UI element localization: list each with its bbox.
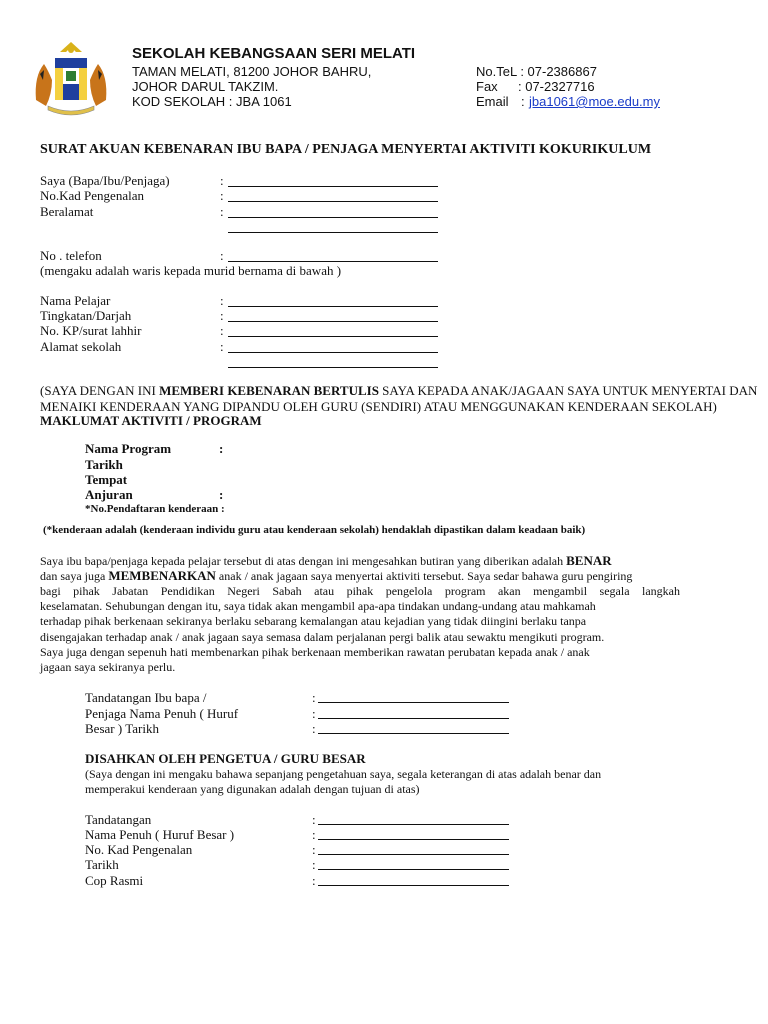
school-code: KOD SEKOLAH : JBA 1061 <box>132 94 292 109</box>
consent-line-2: MENAIKI KENDERAAN YANG DIPANDU OLEH GURU (SENDIRI) ATAU MENGGUNAKAN KENDERAAN SEKOLAH) <box>40 399 717 414</box>
school-name: SEKOLAH KEBANGSAAN SERI MELATI <box>132 45 416 62</box>
program-date-label: Tarikh <box>85 457 123 472</box>
parent-address-field-2[interactable] <box>228 232 438 233</box>
principal-date-label: Tarikh <box>85 857 119 872</box>
declaration-membenarkan: MEMBENARKAN <box>108 568 216 583</box>
official-stamp-label: Cop Rasmi <box>85 873 144 888</box>
principal-ic-field[interactable] <box>318 854 509 855</box>
principal-signature-field[interactable] <box>318 824 509 825</box>
parent-phone-field[interactable] <box>228 261 438 262</box>
student-class-field[interactable] <box>228 321 438 322</box>
principal-name-label: Nama Penuh ( Huruf Besar ) <box>85 827 235 842</box>
parent-fullname-field[interactable] <box>318 718 509 719</box>
fax-number: : 07-2327716 <box>518 79 595 94</box>
parent-date-field[interactable] <box>318 733 509 734</box>
address-line-1: TAMAN MELATI, 81200 JOHOR BAHRU, <box>132 64 372 79</box>
parent-address-field[interactable] <box>228 217 438 218</box>
consent-text-bold: MEMBERI KEBENARAN BERTULIS <box>159 383 379 398</box>
verification-text-2: memperakui kenderaan yang digunakan adalah dengan tujuan di atas) <box>85 782 420 796</box>
parent-name-field[interactable] <box>228 186 438 187</box>
declaration-line-1 <box>40 553 612 569</box>
parent-phone-colon: : <box>220 248 224 263</box>
declaration-text-2: dan saya juga <box>40 569 109 583</box>
program-section-title: MAKLUMAT AKTIVITI / PROGRAM <box>40 413 262 428</box>
vehicle-registration-label: *No.Pendaftaran kenderaan : <box>85 503 225 515</box>
student-class-colon: : <box>220 308 224 323</box>
principal-ic-label: No. Kad Pengenalan <box>85 842 193 857</box>
program-organizer-colon: : <box>219 487 224 502</box>
parent-signature-colon-1: : <box>312 690 316 705</box>
fax-label: Fax <box>476 79 498 94</box>
email-colon: : <box>521 94 525 109</box>
parent-name-label: Saya (Bapa/Ibu/Penjaga) <box>40 173 170 188</box>
declaration-line-3: bagi pihak Jabatan Pendidikan Negeri Sabah atau pihak pengelola program akan mengambil segala langkah <box>40 584 680 598</box>
parent-signature-label-2: Penjaga Nama Penuh ( Huruf <box>85 706 239 721</box>
declaration-line-4: keselamatan. Sehubungan dengan itu, saya tidak akan mengambil apa-apa tindakan undang-undang atau mahkamah <box>40 599 596 613</box>
student-name-colon: : <box>220 293 224 308</box>
declaration-line-2 <box>40 568 632 584</box>
parent-signature-colon-3: : <box>312 721 316 736</box>
student-name-field[interactable] <box>228 306 438 307</box>
parent-signature-colon-2: : <box>312 706 316 721</box>
student-name-label: Nama Pelajar <box>40 293 111 308</box>
parent-ic-label: No.Kad Pengenalan <box>40 188 144 203</box>
student-kp-colon: : <box>220 323 224 338</box>
student-kp-label: No. KP/surat lahhir <box>40 323 142 338</box>
official-stamp-field[interactable] <box>318 885 509 886</box>
principal-ic-colon: : <box>312 842 316 857</box>
verification-title: DISAHKAN OLEH PENGETUA / GURU BESAR <box>85 751 366 766</box>
principal-name-field[interactable] <box>318 839 509 840</box>
parent-address-colon: : <box>220 204 224 219</box>
declaration-text-2b: anak / anak jagaan saya menyertai aktiviti tersebut. Saya sedar bahawa guru pengiring <box>215 569 633 583</box>
student-class-label: Tingkatan/Darjah <box>40 308 132 323</box>
consent-text-a: (SAYA DENGAN INI <box>40 383 160 398</box>
email-link[interactable]: jba1061@moe.edu.my <box>529 94 660 109</box>
parent-ic-field[interactable] <box>228 201 438 202</box>
principal-date-colon: : <box>312 857 316 872</box>
parent-name-colon: : <box>220 173 224 188</box>
parent-signature-label-3: Besar ) Tarikh <box>85 721 159 736</box>
parent-phone-label: No . telefon <box>40 248 102 263</box>
declaration-line-6: disengajakan terhadap anak / anak jagaan saya semasa dalam perjalanan pergi balik atau sewaktu mengikuti program. <box>40 630 605 644</box>
program-place-label: Tempat <box>85 472 128 487</box>
parent-address-label: Beralamat <box>40 204 94 219</box>
program-name-colon: : <box>219 441 224 456</box>
declaration-line-8: jagaan saya sekiranya perlu. <box>40 660 176 674</box>
official-stamp-colon: : <box>312 873 316 888</box>
principal-signature-colon: : <box>312 812 316 827</box>
declaration-line-5: terhadap pihak berkenaan sekiranya berlaku sebarang kemalangan atau kejadian yang tidak diingini berlaku tanpa <box>40 614 587 628</box>
declaration-line-7: Saya juga dengan sepenuh hati membenarkan pihak berkenaan memberikan rawatan perubatan kepada anak / anak <box>40 645 590 659</box>
school-address-colon: : <box>220 339 224 354</box>
parent-signature-label-1: Tandatangan Ibu bapa / <box>85 690 207 705</box>
email-label: Email <box>476 94 509 109</box>
verification-text-1: (Saya dengan ini mengaku bahawa sepanjang pengetahuan saya, segala keterangan di atas adalah benar dan <box>85 767 602 781</box>
telephone: No.TeL : 07-2386867 <box>476 64 597 79</box>
declaration-benar: BENAR <box>566 553 612 568</box>
coat-of-arms-icon <box>30 40 112 120</box>
document-title: SURAT AKUAN KEBENARAN IBU BAPA / PENJAGA MENYERTAI AKTIVITI KOKURIKULUM <box>40 142 652 157</box>
declaration-text-1: Saya ibu bapa/penjaga kepada pelajar tersebut di atas dengan ini mengesahkan butiran yang diberikan adalah <box>40 554 567 568</box>
vehicle-note: (*kenderaan adalah (kenderaan individu guru atau kenderaan sekolah) hendaklah dipastikan dalam keadaan baik) <box>43 524 586 536</box>
principal-signature-label: Tandatangan <box>85 812 152 827</box>
school-address-field[interactable] <box>228 352 438 353</box>
program-name-label: Nama Program <box>85 441 172 456</box>
principal-date-field[interactable] <box>318 869 509 870</box>
parent-ic-colon: : <box>220 188 224 203</box>
consent-text-b: SAYA KEPADA ANAK/JAGAAN SAYA UNTUK MENYERTAI DAN <box>378 383 758 398</box>
student-kp-field[interactable] <box>228 336 438 337</box>
school-address-label: Alamat sekolah <box>40 339 122 354</box>
address-line-2: JOHOR DARUL TAKZIM. <box>132 79 279 94</box>
consent-line-1 <box>40 383 757 399</box>
program-organizer-label: Anjuran <box>85 487 133 502</box>
guardian-note: (mengaku adalah waris kepada murid bernama di bawah ) <box>40 263 342 278</box>
principal-name-colon: : <box>312 827 316 842</box>
parent-signature-field[interactable] <box>318 702 509 703</box>
school-address-field-2[interactable] <box>228 367 438 368</box>
